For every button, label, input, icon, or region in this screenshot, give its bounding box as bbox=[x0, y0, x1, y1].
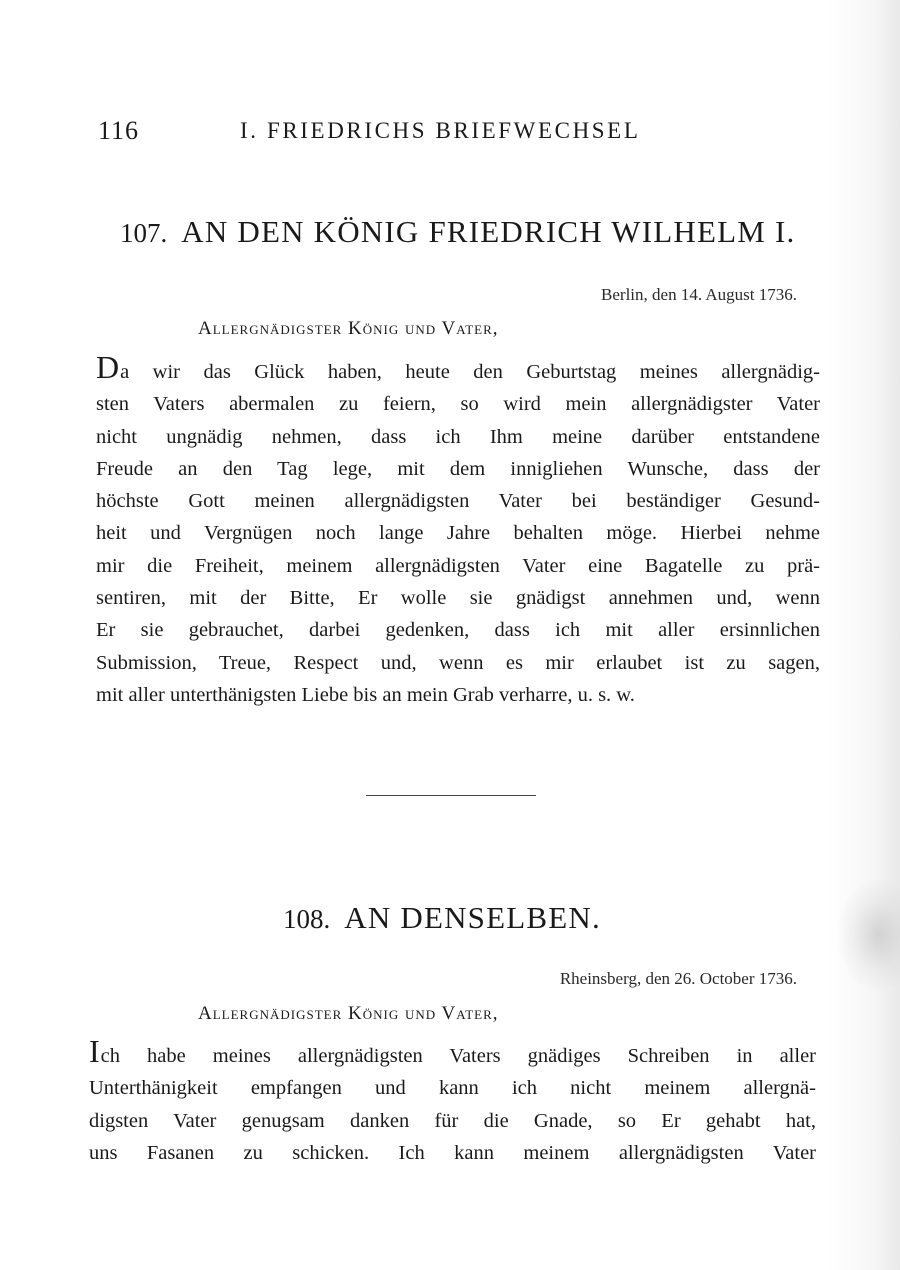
letter-salutation: Allergnädigster König und Vater, bbox=[198, 318, 499, 339]
text-line: Submission, Treue, Respect und, wenn es mir erlaubet ist zu sagen, bbox=[96, 651, 820, 674]
drop-initial: D bbox=[96, 349, 120, 385]
letter-number: 107. bbox=[120, 218, 168, 248]
text-line: mit aller unterthänigsten Liebe bis an mein Grab verharre, u. s. w. bbox=[96, 683, 635, 706]
text-line: digsten Vater genugsam danken für die Gnade, so Er gehabt hat, bbox=[89, 1109, 816, 1132]
text-line: nicht ungnädig nehmen, dass ich Ihm meine darüber entstandene bbox=[96, 425, 820, 448]
running-head bbox=[98, 116, 698, 146]
text-line: höchste Gott meinen allergnädigsten Vater bei beständiger Gesund- bbox=[96, 490, 820, 513]
drop-initial: I bbox=[89, 1033, 100, 1069]
letter-dateline: Rheinsberg, den 26. October 1736. bbox=[559, 969, 797, 988]
text-line: uns Fasanen zu schicken. Ich kann meinem allergnädigsten Vater bbox=[89, 1141, 816, 1164]
letter-number: 108. bbox=[283, 904, 331, 934]
text-line: Da wir das Glück haben, heute den Geburtstag meines allergnädig- bbox=[96, 349, 820, 385]
letter-dateline: Berlin, den 14. August 1736. bbox=[601, 285, 797, 304]
text-line: Ich habe meines allergnädigsten Vaters gnädiges Schreiben in aller bbox=[89, 1033, 816, 1069]
text-line: Freude an den Tag lege, mit dem innigliehen Wunsche, dass der bbox=[96, 457, 820, 480]
page-number: 116 bbox=[98, 116, 140, 145]
letter-body bbox=[89, 1033, 816, 1169]
text-line: heit und Vergnügen noch lange Jahre behalten möge. Hierbei nehme bbox=[96, 522, 820, 545]
section-divider bbox=[366, 795, 536, 796]
text-line: Unterthänigkeit empfangen und kann ich nicht meinem allergnä- bbox=[89, 1077, 816, 1100]
letter-title: AN DEN KÖNIG FRIEDRICH WILHELM I. bbox=[181, 214, 796, 249]
text-line: mir die Freiheit, meinem allergnädigsten Vater eine Bagatelle zu prä- bbox=[96, 554, 820, 577]
letter-salutation: Allergnädigster König und Vater, bbox=[198, 1003, 499, 1024]
text-line: sentiren, mit der Bitte, Er wolle sie gnädigst annehmen und, wenn bbox=[96, 587, 820, 610]
page-smudge bbox=[838, 880, 900, 990]
text-line: Er sie gebrauchet, darbei gedenken, dass ich mit aller ersinnlichen bbox=[96, 619, 820, 642]
letter-heading-108 bbox=[283, 900, 601, 936]
letter-body bbox=[96, 349, 820, 711]
letter-heading-107 bbox=[120, 214, 795, 250]
letter-title: AN DENSELBEN. bbox=[344, 900, 601, 935]
running-title: I. FRIEDRICHS BRIEFWECHSEL bbox=[240, 118, 641, 143]
text-line: sten Vaters abermalen zu feiern, so wird mein allergnädigster Vater bbox=[96, 393, 820, 416]
